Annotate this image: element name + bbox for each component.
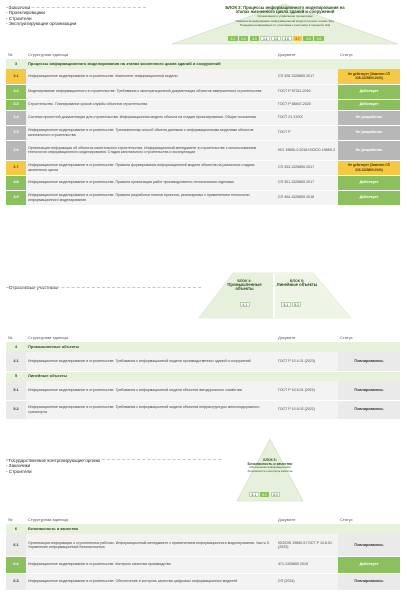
audience-item: - Эксплуатирующие организации: [6, 21, 77, 27]
chip-3-3[interactable]: 3.3: [250, 36, 260, 41]
group-num: 4: [6, 342, 26, 352]
row-doc: ГОСТ Р: [276, 125, 338, 140]
chip-4-1[interactable]: 4.1: [240, 302, 250, 307]
row-doc: ГОСТ 21.XXXX: [276, 110, 338, 125]
col-status: Статус: [340, 516, 353, 522]
table-row[interactable]: [6, 381, 400, 400]
row-name: Информационное моделирование в строительстве. Требования к информационной модели объектов инфраструктуры железнодорожного транспорта: [26, 400, 276, 419]
row-doc: ГОСТ Р 10.5.02 (2022): [276, 400, 338, 419]
table-row[interactable]: [6, 140, 400, 160]
table-row[interactable]: [6, 84, 400, 99]
row-doc: СП (2024): [276, 573, 338, 590]
table-row[interactable]: [6, 352, 400, 371]
block-5-text: [272, 279, 322, 287]
chip-3-2[interactable]: 3.2: [239, 36, 249, 41]
row-doc: СП 301.1325800.2017: [276, 175, 338, 190]
audience-item: - Заказчики: [6, 463, 31, 469]
audience-item: - Строители: [6, 15, 32, 21]
block-title: Процессы информационного моделирования на этапах жизненного цикла зданий и сооружений: [235, 5, 345, 15]
row-name: Информационное моделирование в строительстве. Трехэкземпляр способ обмена данными с информационными моделями объектов капитального строительства: [26, 125, 276, 140]
chip-6-1[interactable]: 6.1: [249, 492, 259, 497]
chip-6-2[interactable]: 6.2: [260, 492, 270, 497]
block-label: БЛОК 5:: [289, 279, 305, 283]
row-num: 3.8: [6, 175, 26, 190]
col-item: Структурная единица: [28, 516, 69, 522]
status-badge: Планировалось: [338, 381, 400, 400]
table-row[interactable]: [6, 400, 400, 419]
chip-6-3[interactable]: 6.3: [271, 492, 281, 497]
row-name: Информационное моделирование в строительстве. Компонент информационной модели: [26, 69, 276, 84]
block-desc: Правила формирования информационной модели на всех этапах ЖЦ,: [235, 18, 335, 23]
table-row[interactable]: [6, 160, 400, 175]
divider: [6, 459, 221, 460]
group-row: [6, 59, 400, 69]
status-badge: Планировалось: [338, 352, 400, 371]
table-blocks-4-5: [6, 332, 400, 420]
blocks-4-5-shape: [195, 270, 355, 320]
row-name: Система проектной документации для строительства. Информационная модель объекта на стадии проектирования. Общие положения: [26, 110, 276, 125]
col-num: №: [8, 334, 13, 340]
pyramid-chips-3: [228, 36, 324, 41]
row-name: Информационное моделирование в строительстве. Правила разработки планов проектов, реализуемых с применением технологии информационного моделирования: [26, 190, 276, 205]
row-num: 3.3: [6, 99, 26, 110]
block-4-text: [222, 279, 267, 292]
audience-item: - Строители: [6, 468, 32, 474]
row-num: 3.1: [6, 69, 26, 84]
block-label: БЛОК 4:: [237, 279, 252, 283]
block-desc: Передача информации от участника к участнику в процессе ЖЦ: [240, 22, 330, 27]
chip-3-8[interactable]: 3.8: [303, 36, 313, 41]
col-doc: Документ: [278, 51, 296, 57]
col-doc: Документ: [278, 334, 296, 340]
chip-3-4[interactable]: 3.4: [260, 36, 270, 41]
block-desc: Организация и управление процессами: [257, 14, 313, 19]
pyramid-text-6: [246, 458, 294, 473]
audience-list-3: [6, 458, 100, 474]
group-row: [6, 342, 400, 352]
status-badge: Планировалось: [338, 573, 400, 590]
row-num: 3.4: [6, 110, 26, 125]
col-status: Статус: [340, 334, 353, 340]
audience-item: - Государственные контролирующие органы: [6, 458, 101, 463]
row-num: 6.2: [6, 556, 26, 573]
row-doc: ГОСТ Р 57311-2016: [276, 84, 338, 99]
row-name: Информационное моделирование в строительстве. Обеспечение и контроль качества цифровых информационных моделей: [26, 573, 276, 590]
row-num: 4.1: [6, 352, 26, 371]
table-row[interactable]: [6, 175, 400, 190]
row-name: Организация информации о строительных работах. Информационный менеджмент с применением информационного моделирования. Часть 5. Управление информационной безопасностью: [26, 534, 276, 556]
row-name: Моделирование информационного в строительстве. Требования к эксплуатационной документации объектов завершенного строительства: [26, 84, 276, 99]
group-row: [6, 524, 400, 534]
row-num: 3.6: [6, 140, 26, 160]
group-num: 3: [6, 59, 26, 69]
audience-item: - Проектировщики: [6, 10, 45, 16]
status-badge: Действует: [338, 84, 400, 99]
chip-3-9[interactable]: 3.9: [314, 36, 324, 41]
status-badge: Действует: [338, 99, 400, 110]
chip-3-7[interactable]: 3.7: [293, 36, 303, 41]
table-row[interactable]: [6, 69, 400, 84]
col-item: Структурная единица: [28, 51, 69, 57]
status-badge: Действует: [338, 556, 400, 573]
row-doc: ISO 19650-2:2018 ISO/CD 19650-3: [276, 140, 338, 160]
col-num: №: [8, 516, 13, 522]
audience-item: - Заказчики: [6, 5, 31, 10]
row-name: Информационное моделирование в строительстве. Правила организации работ производственно-техническими отделами: [26, 175, 276, 190]
table-block-3: [6, 49, 400, 206]
row-num: 3.2: [6, 84, 26, 99]
table-row[interactable]: [6, 99, 400, 110]
block-label: БЛОК 3:: [225, 5, 242, 10]
status-badge: Не действует (Заменен СП 333.1325800.2020): [338, 160, 400, 175]
group-name: Процессы информационного моделирования на этапах жизненного цикла зданий и сооружений: [26, 59, 400, 69]
divider: [6, 287, 201, 288]
row-name: Информационное моделирование в строительстве. Требования к информационной модели производственных зданий и сооружений: [26, 352, 276, 371]
row-doc: ISO/DIS 19650-5 ГОСТ Р 10.6.01 (2023): [276, 534, 338, 556]
chip-5-1[interactable]: 5.1: [281, 302, 291, 307]
status-badge: Действует: [338, 175, 400, 190]
pyramid-text-3: [225, 6, 345, 27]
row-name: Строительство. Планирование сроков службы объектов строительства: [26, 99, 276, 110]
block-label: БЛОК 6:: [263, 458, 277, 462]
status-badge: Не разработан: [338, 125, 400, 140]
audience-item: - Отраслевые участники: [6, 285, 59, 290]
status-badge: Не действует (Заменен СП 328.1325800.2020): [338, 69, 400, 84]
table-row[interactable]: [6, 110, 400, 125]
block-5-chips: [281, 302, 301, 307]
row-doc: ГОСТ Р 10.4.01 (2023): [276, 352, 338, 371]
block-title: Промышленные объекты: [227, 282, 262, 292]
status-badge: Действует: [338, 190, 400, 205]
chip-5-2[interactable]: 5.2: [292, 302, 302, 307]
block-title: Безопасность и качество: [247, 462, 293, 467]
table-row[interactable]: [6, 125, 400, 140]
col-item: Структурная единица: [28, 334, 69, 340]
status-badge: Планировалось: [338, 534, 400, 556]
row-doc: СП 333.1325800.2017: [276, 160, 338, 175]
row-doc: СП 404.1325800.2018: [276, 190, 338, 205]
row-num: 3.9: [6, 190, 26, 205]
divider: [6, 7, 146, 8]
row-num: 3.5: [6, 125, 26, 140]
row-name: Информационное моделирование в строительстве. Контроль качества производства: [26, 556, 276, 573]
chip-3-6[interactable]: 3.6: [282, 36, 292, 41]
group-name: Безопасность и качество: [26, 524, 400, 534]
group-num: 5: [6, 371, 26, 381]
table-row[interactable]: [6, 534, 400, 556]
table-row[interactable]: [6, 573, 400, 590]
status-badge: Планировалось: [338, 400, 400, 419]
col-status: Статус: [340, 51, 353, 57]
row-doc: ГОСТ Р 10.5.01 (2022): [276, 381, 338, 400]
group-row: [6, 371, 400, 381]
row-name: Информационное моделирование в строительстве. Требования к информационной модели объектов автодорожного хозяйства: [26, 381, 276, 400]
row-name: Информационное моделирование в строительстве. Правила формирования информационной модели объектов на различных стадиях жизненного цикла: [26, 160, 276, 175]
row-doc: 471.1325800.2019: [276, 556, 338, 573]
block-4-chips: [240, 302, 250, 307]
group-num: 6: [6, 524, 26, 534]
col-num: №: [8, 51, 13, 57]
table-row[interactable]: [6, 190, 400, 205]
row-name: Организация информации об объектах капитального строительства. Информационный менеджмент в строительстве с использованием технологии информационного моделирования. Стадия капитального строительства и эксплуатации: [26, 140, 276, 160]
row-doc: ГОСТ Р 58407-2020: [276, 99, 338, 110]
audience-list-1: [6, 5, 76, 27]
chip-3-5[interactable]: 3.5: [271, 36, 281, 41]
table-row[interactable]: [6, 556, 400, 573]
row-num: 6.1: [6, 534, 26, 556]
pyramid-chips-6: [249, 492, 280, 497]
group-name: Линейные объекты: [26, 371, 400, 381]
chip-3-1[interactable]: 3.1: [228, 36, 238, 41]
block-title: Линейные объекты: [276, 282, 318, 288]
col-doc: Документ: [278, 516, 296, 522]
block-desc: Обеспечение информационной безопасности и контроль качества: [247, 465, 293, 473]
table-block-6: [6, 514, 400, 591]
status-badge: Не разработан: [338, 140, 400, 160]
row-num: 5.2: [6, 400, 26, 419]
row-num: 5.1: [6, 381, 26, 400]
row-num: 3.7: [6, 160, 26, 175]
row-doc: СП 328.1325800.2017: [276, 69, 338, 84]
status-badge: Не разработан: [338, 110, 400, 125]
row-num: 6.3: [6, 573, 26, 590]
group-name: Промышленные объекты: [26, 342, 400, 352]
